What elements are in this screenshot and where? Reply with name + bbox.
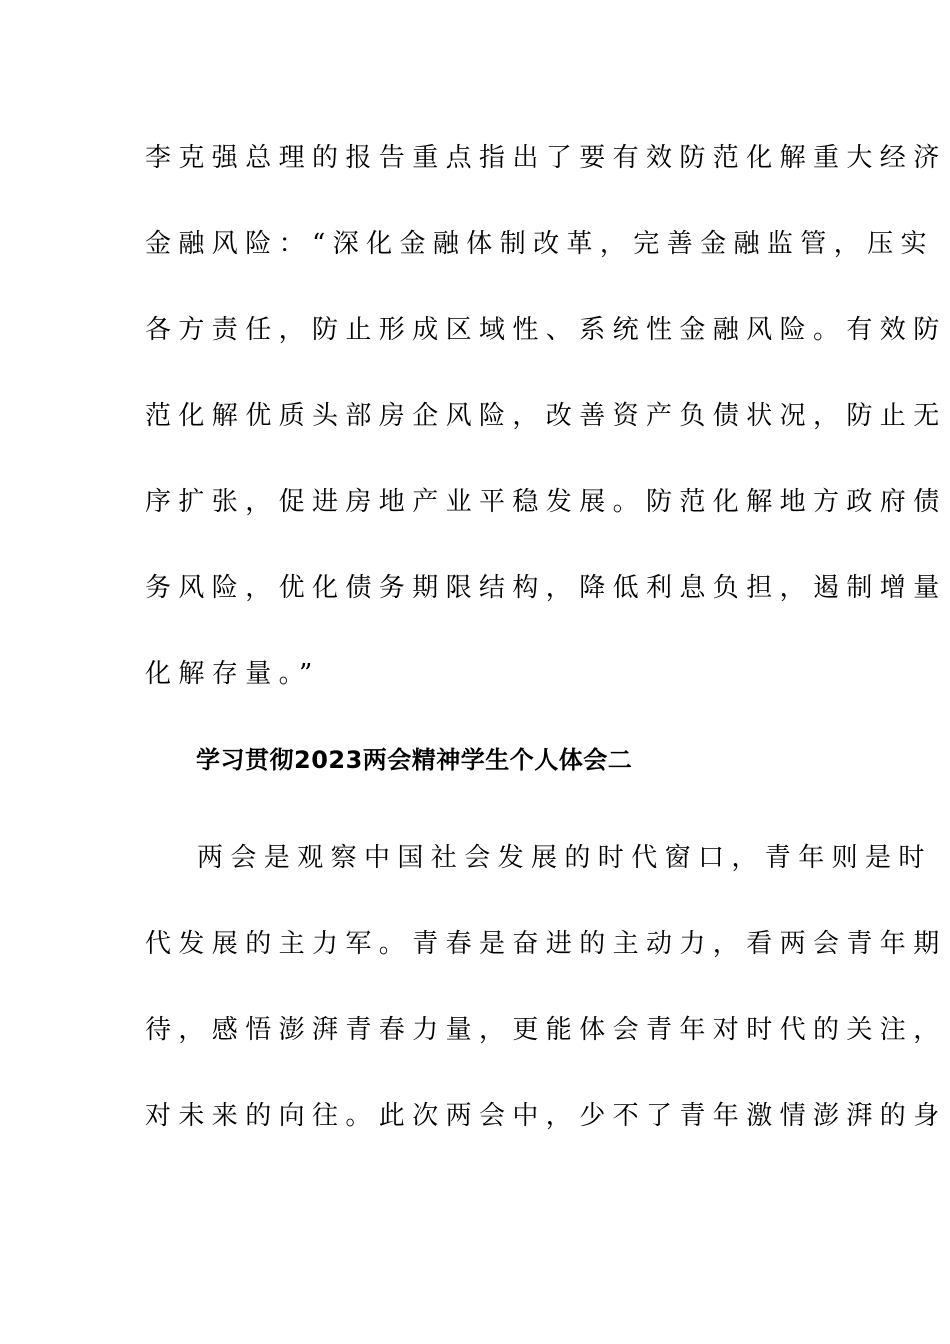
paragraph1-line-5: 序扩张，促进房地产业平稳发展。防范化解地方政府债 xyxy=(145,487,947,517)
paragraph1-line-1: 李克强总理的报告重点指出了要有效防范化解重大经济 xyxy=(145,143,947,173)
paragraph1-line-4: 范化解优质头部房企风险，改善资产负债状况，防止无 xyxy=(145,401,947,431)
paragraph1-line-2: 金融风险：“深化金融体制改革，完善金融监管，压实 xyxy=(145,229,934,259)
paragraph2-line-4: 对未来的向往。此次两会中，少不了青年激情澎湃的身 xyxy=(145,1101,947,1131)
paragraph2-line-1: 两会是观察中国社会发展的时代窗口，青年则是时 xyxy=(197,843,932,873)
paragraph1-line-3: 各方责任，防止形成区域性、系统性金融风险。有效防 xyxy=(145,315,947,345)
paragraph1-line-7: 化解存量。” xyxy=(145,659,320,689)
paragraph2-line-3: 待，感悟澎湃青春力量，更能体会青年对时代的关注， xyxy=(145,1015,947,1045)
section-heading: 学习贯彻2023两会精神学生个人体会二 xyxy=(196,746,633,774)
paragraph2-line-2: 代发展的主力军。青春是奋进的主动力，看两会青年期 xyxy=(145,929,947,959)
paragraph1-line-6: 务风险，优化债务期限结构，降低利息负担，遏制增量 xyxy=(145,573,947,603)
